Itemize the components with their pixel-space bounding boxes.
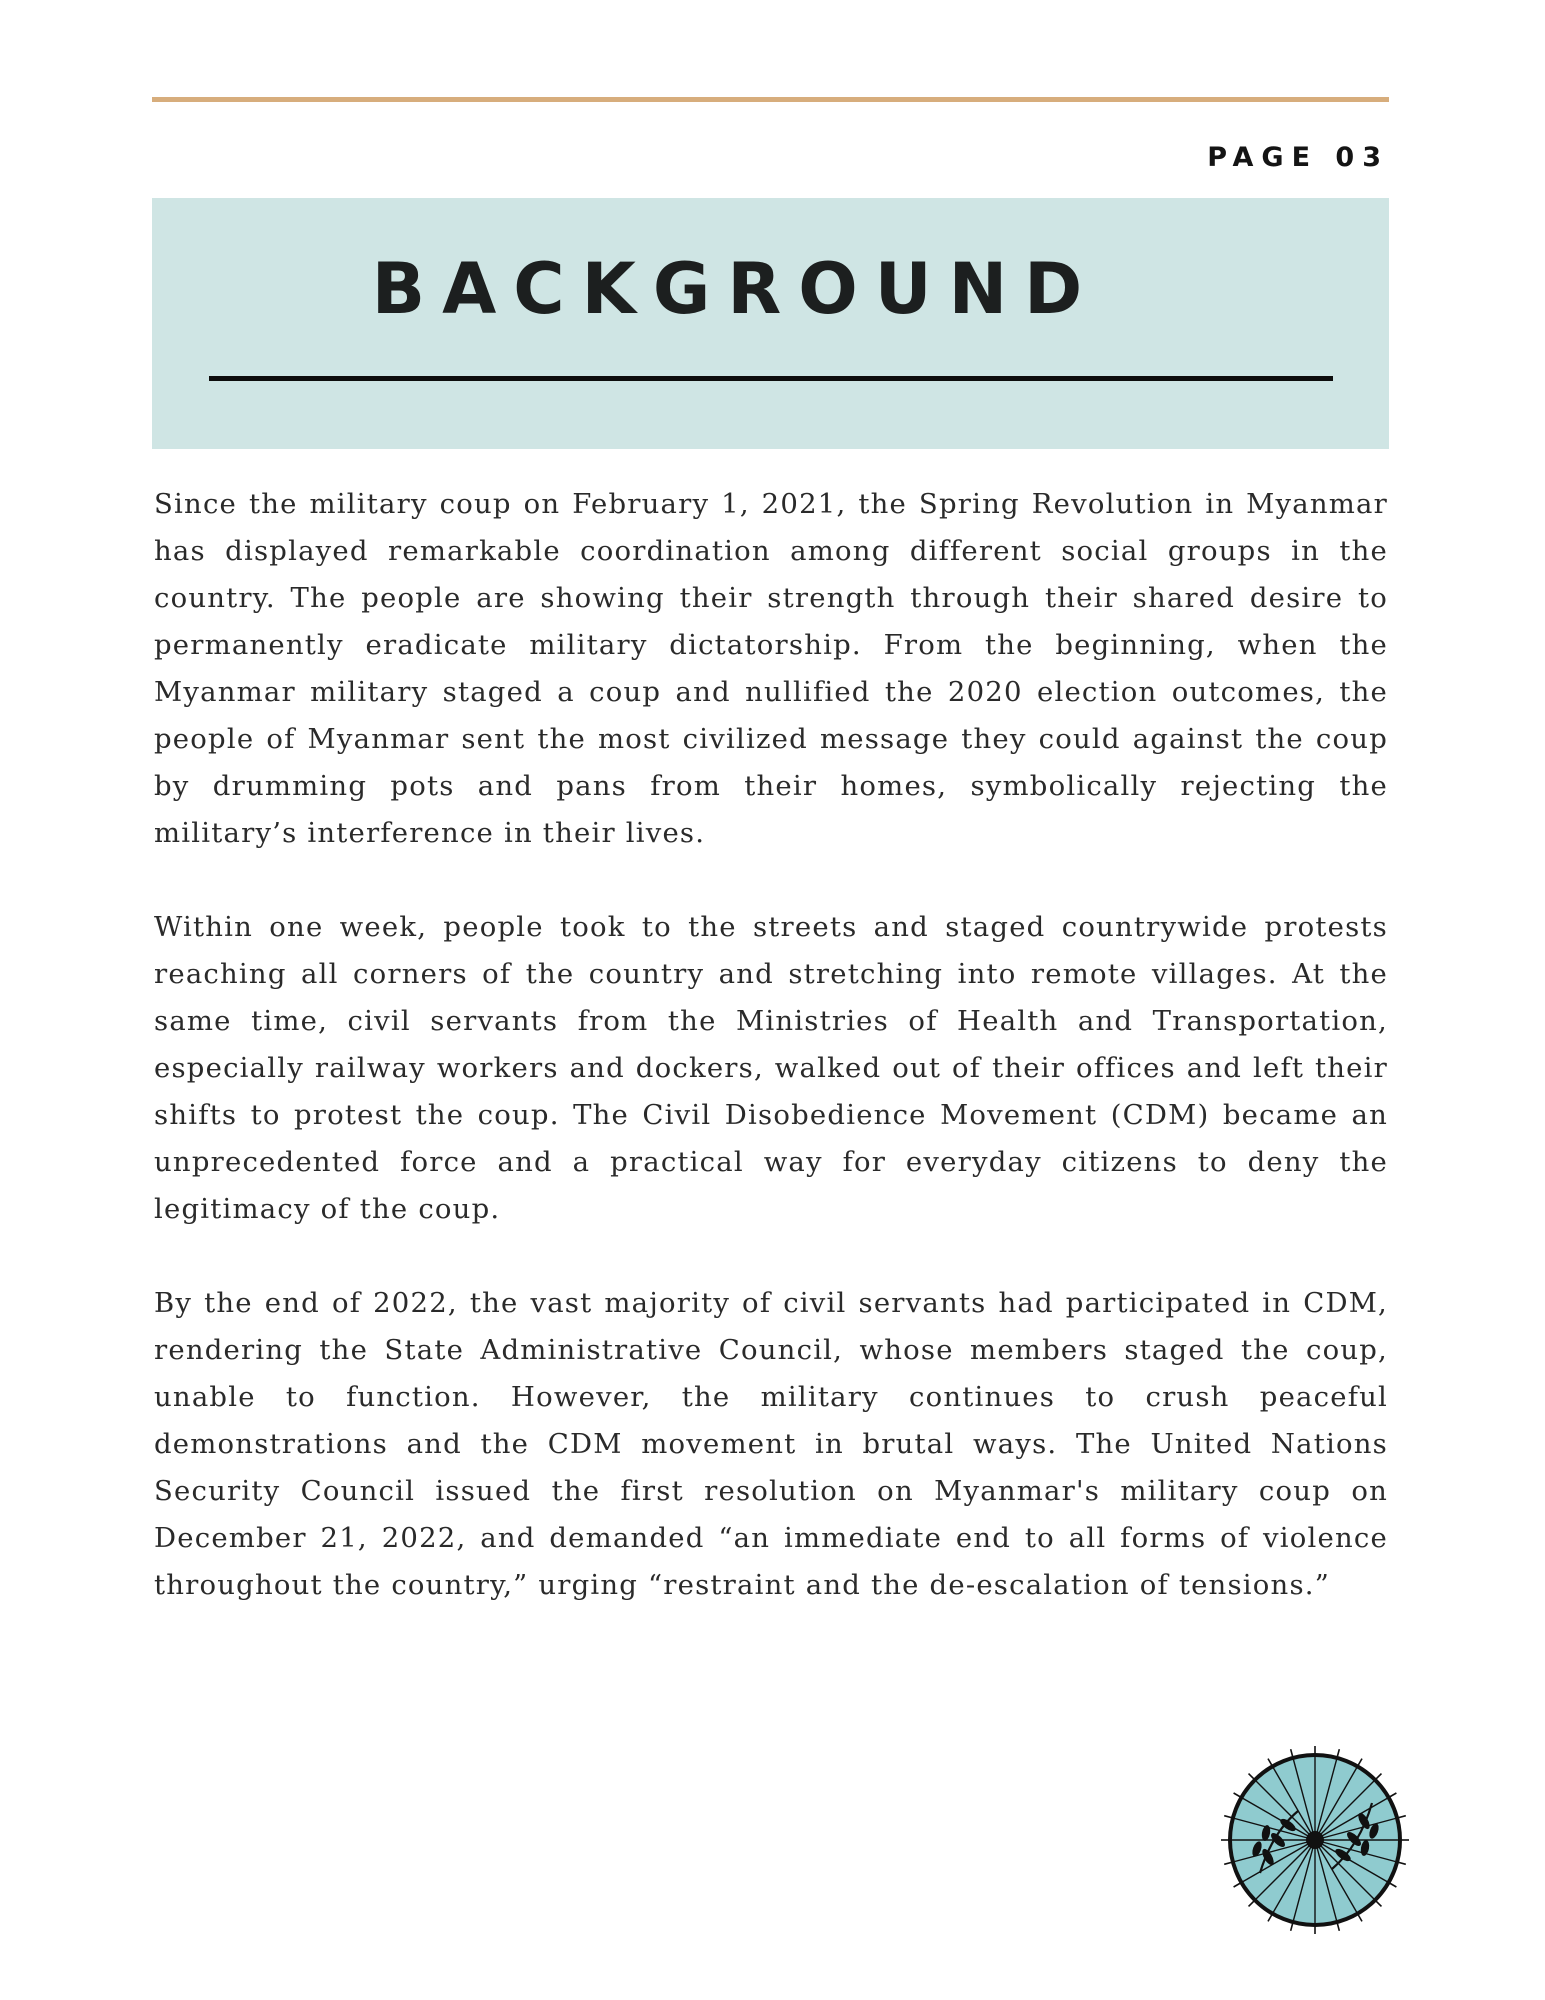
umbrella-laurel-seal-icon <box>1220 1745 1410 1935</box>
title-underline <box>209 376 1333 381</box>
page-number: PAGE 03 <box>1207 142 1389 173</box>
paragraph-2: Within one week, people took to the streets and staged countrywide protests reaching all corners of the country and stretching into remote villages. At the same time, civil servants from the Ministries of Health and Transportation, especially railway workers and dockers, walked out of their offices and left their shifts to protest the coup. The Civil Disobedience Movement (CDM) became an unprecedented force and a practical way for everyday citizens to deny the legitimacy of the coup. <box>154 911 1388 1225</box>
title-banner <box>152 198 1389 449</box>
paragraph-1: Since the military coup on February 1, 2021, the Spring Revolution in Myanmar has displayed remarkable coordination among different social groups in the country. The people are showing their strength through their shared desire to permanently eradicate military dictatorship. From the beginning, when the Myanmar military staged a coup and nullified the 2020 election outcomes, the people of Myanmar sent the most civilized message they could against the coup by drumming pots and pans from their homes, symbolically rejecting the military’s interference in their lives. <box>154 488 1388 849</box>
section-title: BACKGROUND <box>371 248 1100 330</box>
top-divider <box>152 97 1389 102</box>
paragraph-3: By the end of 2022, the vast majority of civil servants had participated in CDM, rendering the State Administrative Council, whose members staged the coup, unable to function. However, the military continues to crush peaceful demonstrations and the CDM movement in brutal ways. The United Nations Security Council issued the first resolution on Myanmar's military coup on December 21, 2022, and demanded “an immediate end to all forms of violence throughout the country,” urging “restraint and the de-escalation of tensions.” <box>154 1287 1388 1601</box>
body-content <box>154 481 1388 1656</box>
